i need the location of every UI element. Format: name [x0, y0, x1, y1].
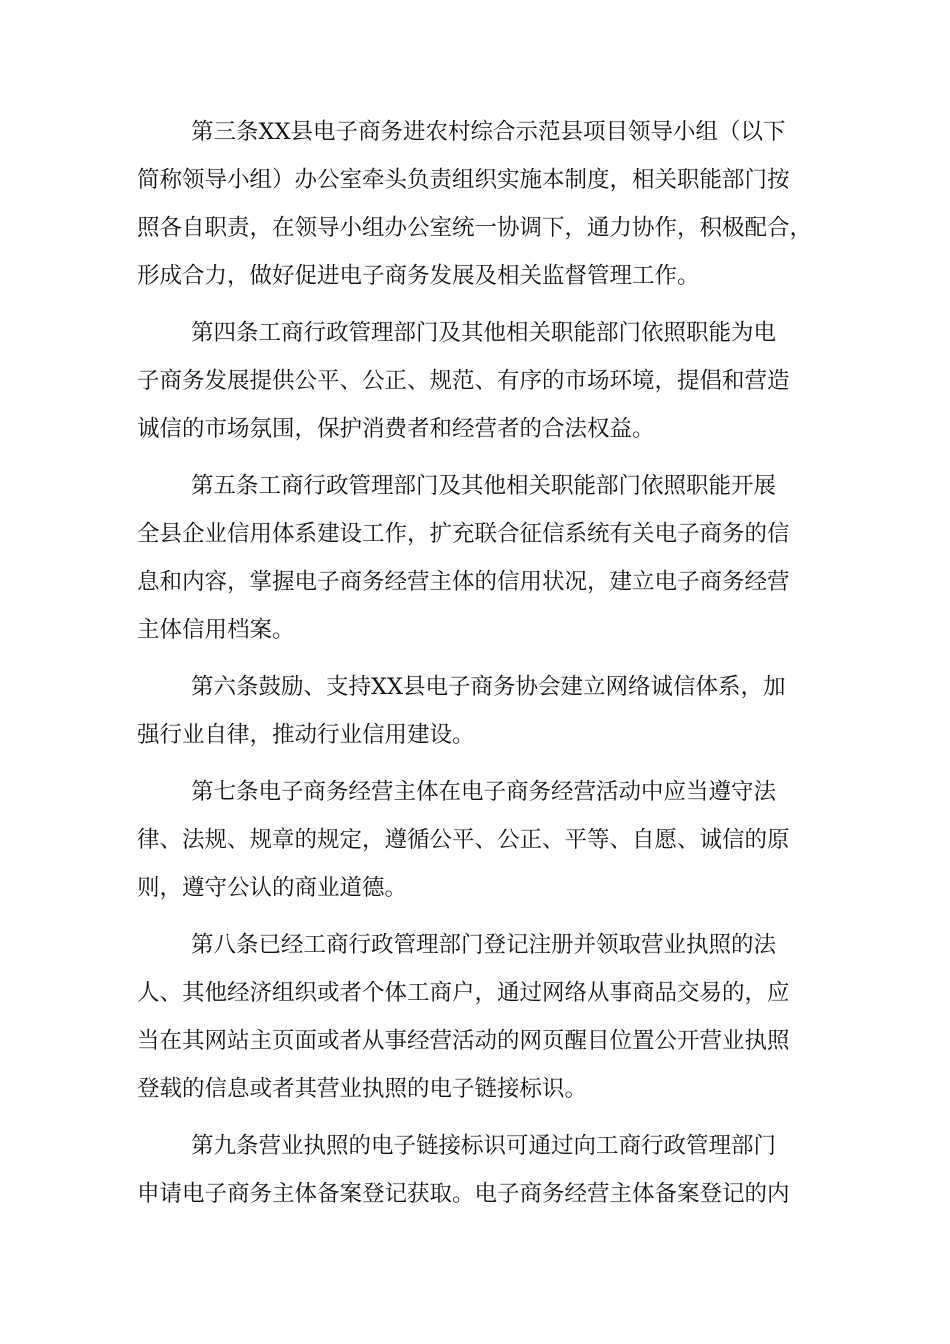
paragraph-line: 照各自职责，在领导小组办公室统一协调下，通力协作，积极配合，: [137, 215, 813, 241]
paragraph-line: 息和内容，掌握电子商务经营主体的信用状况，建立电子商务经营: [137, 569, 790, 595]
paragraph-line: 律、法规、规章的规定，遵循公平、公正、平等、自愿、诚信的原: [137, 827, 790, 853]
paragraph-first-line: 第六条鼓励、支持XX县电子商务协会建立网络诚信体系，加: [191, 674, 786, 700]
paragraph-first-line: 第五条工商行政管理部门及其他相关职能部门依照职能开展: [191, 473, 777, 499]
paragraph-first-line: 第四条工商行政管理部门及其他相关职能部门依照职能为电: [191, 320, 777, 346]
paragraph-first-line: 第八条已经工商行政管理部门登记注册并领取营业执照的法: [191, 932, 777, 958]
paragraph-line: 人、其他经济组织或者个体工商户，通过网络从事商品交易的，应: [137, 980, 790, 1006]
paragraph-line: 简称领导小组）办公室牵头负责组织实施本制度，相关职能部门按: [137, 167, 790, 193]
paragraph: [137, 667, 827, 763]
document-body: [137, 112, 827, 1231]
paragraph: [137, 925, 827, 1117]
paragraph-line: 全县企业信用体系建设工作，扩充联合征信系统有关电子商务的信: [137, 521, 790, 547]
paragraph: [137, 772, 827, 916]
paragraph: [137, 1126, 827, 1222]
paragraph-line: 主体信用档案。: [137, 617, 295, 643]
paragraph-first-line: 第三条XX县电子商务进农村综合示范县项目领导小组（以下: [191, 119, 786, 145]
paragraph-first-line: 第七条电子商务经营主体在电子商务经营活动中应当遵守法: [191, 779, 777, 805]
paragraph-line: 当在其网站主页面或者从事经营活动的网页醒目位置公开营业执照: [137, 1028, 790, 1054]
paragraph-line: 则，遵守公认的商业道德。: [137, 875, 408, 901]
paragraph-line: 登载的信息或者其营业执照的电子链接标识。: [137, 1076, 588, 1102]
paragraph: [137, 112, 827, 304]
paragraph-line: 形成合力，做好促进电子商务发展及相关监督管理工作。: [137, 263, 700, 289]
paragraph-first-line: 第九条营业执照的电子链接标识可通过向工商行政管理部门: [191, 1133, 777, 1159]
paragraph-line: 子商务发展提供公平、公正、规范、有序的市场环境，提倡和营造: [137, 368, 790, 394]
paragraph: [137, 313, 827, 457]
paragraph-line: 诚信的市场氛围，保护消费者和经营者的合法权益。: [137, 416, 655, 442]
paragraph: [137, 466, 827, 658]
paragraph-line: 强行业自律，推动行业信用建设。: [137, 722, 475, 748]
paragraph-line: 申请电子商务主体备案登记获取。电子商务经营主体备案登记的内: [137, 1181, 790, 1207]
